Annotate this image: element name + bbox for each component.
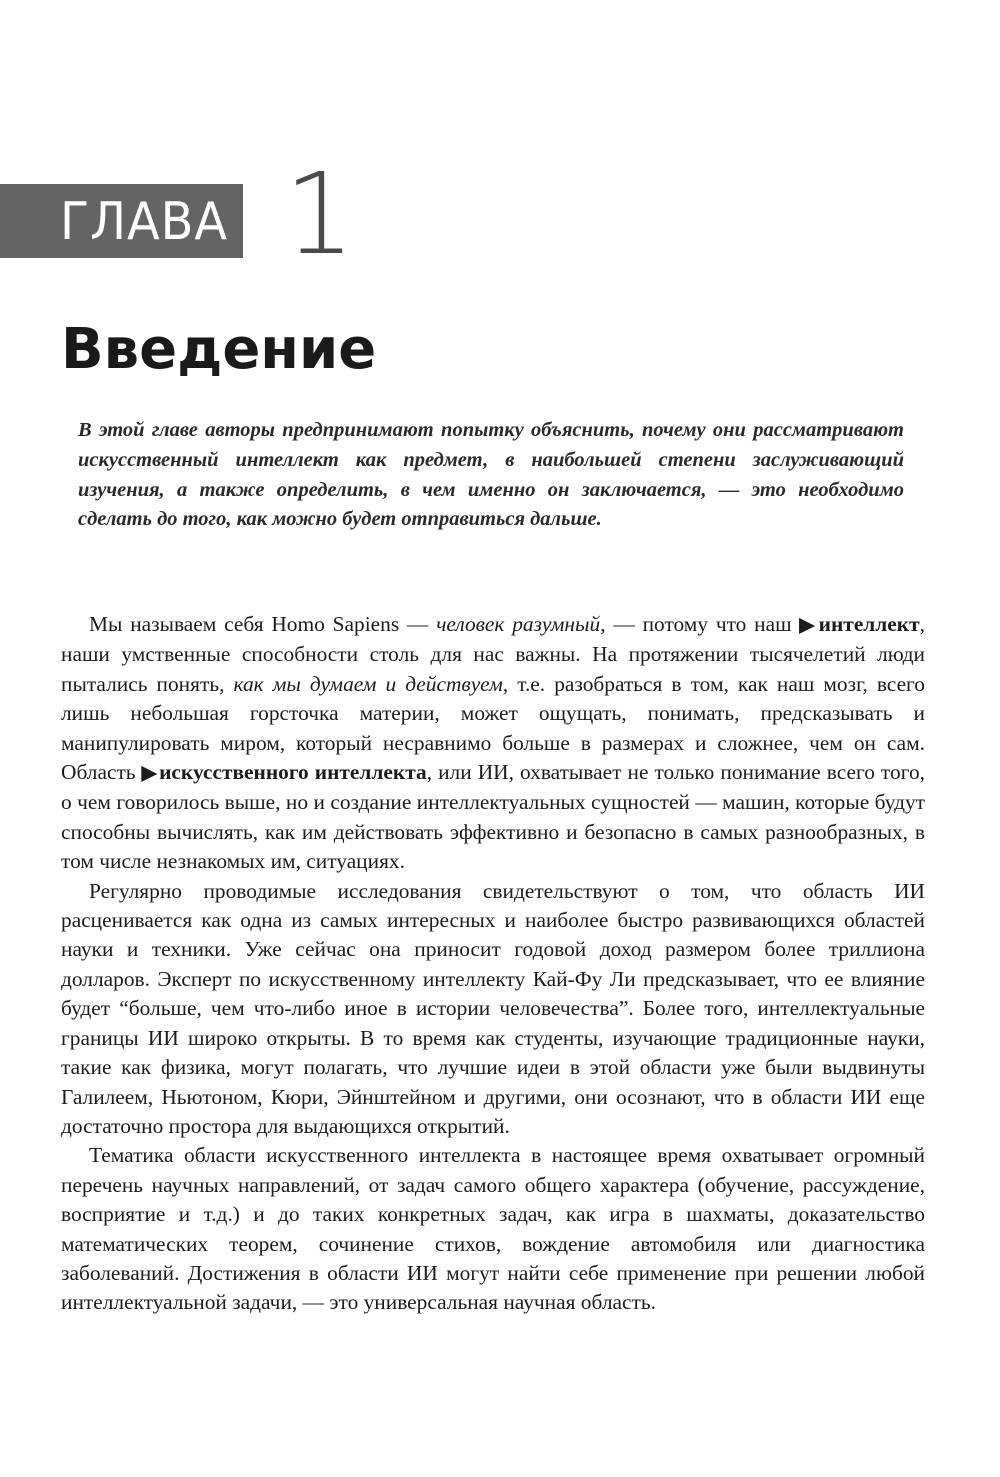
paragraph-2: Регулярно проводимые исследования свидетельствуют о том, что область ИИ расценивается как одна из самых интересных и наиболее быстро развивающихся областей науки и техники. Уже сейчас она приносит годовой доход размером более триллиона долларов. Эксперт по искусственному интеллекту Кай-Фу Ли предсказывает, что ее влияние будет “больше, чем что-либо иное в истории человечества”. Более того, интеллектуальные границы ИИ широко открыты. В то время как студенты, изучающие традиционные науки, такие как физика, могут полагать, что лучшие идеи в этой области уже были выдвинуты Галилеем, Ньютоном, Кюри, Эйнштейном и другими, они осознают, что в области ИИ еще достаточно простора для выдающихся открытий. [61,878,925,1138]
glossary-term-intellect[interactable]: ▶интеллект [799,612,920,636]
chapter-number: 1 [284,150,356,280]
paragraph-1: Мы называем себя Homo Sapiens — человек разумный, — потому что наш ▶интеллект, наши умственные способности столь для нас важны. На протяжении тысячелетий люди пытались понять, как мы думаем и действуем, т.е. разобраться в том, как наш мозг, всего лишь небольшая горсточка материи, может ощущать, понимать, предсказывать и манипулировать миром, который несравнимо больше в размерах и сложнее, чем он сам. Область ▶искусственного интеллекта, или ИИ, охватывает не только понимание всего того, о чем говорилось выше, но и создание интеллектуальных сущностей — машин, которые будут способны вычислять, как им действовать эффективно и безопасно в самых разнообразных, в том числе незнакомых им, ситуациях. [61,612,925,874]
paragraph-3: Тематика области искусственного интеллекта в настоящее время охватывает огромный перечень научных направлений, от задач самого общего характера (обучение, рассуждение, восприятие и т.д.) и до таких конкретных задач, как игра в шахматы, доказательство математических теорем, сочинение стихов, вождение автомобиля или диагностика заболеваний. Достижения в области ИИ могут найти себе применение при решении любой интеллектуальной задачи, — это универсальная научная область. [61,1143,925,1315]
glossary-term-ai[interactable]: ▶искусственного интеллекта [141,760,427,785]
glossary-arrow-icon: ▶ [799,615,817,636]
chapter-title: Введение [61,317,377,382]
chapter-abstract: В этой главе авторы предпринимают попытку объяснить, почему они рассматривают искусственный интеллект как предмет, в наибольшей степени заслуживающий изучения, а также определить, в чем именно он заключается, — это необходимо сделать до того, как можно будет отправиться дальше. [78,419,904,531]
body-text [61,610,925,1318]
glossary-arrow-icon: ▶ [141,763,158,785]
chapter-label: ГЛАВА [60,192,229,252]
